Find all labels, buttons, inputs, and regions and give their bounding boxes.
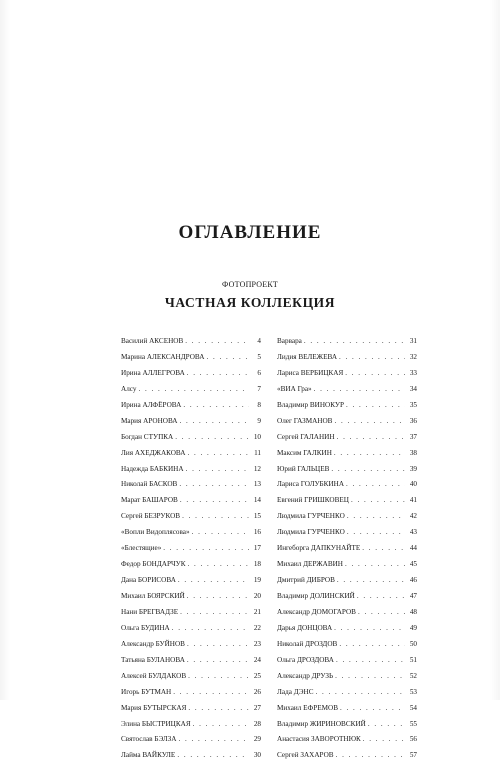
dot-leader [337,573,405,589]
toc-entry[interactable] [121,605,261,621]
toc-entry[interactable] [277,398,417,414]
dot-leader [172,621,249,637]
toc-entry[interactable] [277,366,417,382]
toc-entry[interactable] [277,573,417,589]
dot-leader [178,573,249,589]
toc-entry[interactable] [121,637,261,653]
toc-entry[interactable] [277,685,417,701]
toc-entry[interactable] [121,748,261,764]
toc-entry[interactable] [121,398,261,414]
toc-entry-page-number: 43 [409,528,417,537]
toc-entry-name: Марина АЛЕКСАНДРОВА [121,352,205,361]
toc-entry-name: Лия АХЕДЖАКОВА [121,448,186,457]
toc-entry-name: Николай БАСКОВ [121,480,178,489]
dot-leader [347,509,405,525]
dot-leader [138,382,249,398]
toc-entry-name: Лидия ВЕЛЕЖЕВА [277,352,338,361]
toc-entry[interactable] [277,414,417,430]
toc-entry-name: Михаил ЕФРЕМОВ [277,703,338,712]
toc-entry-page-number: 51 [409,655,417,664]
toc-entry-page-number: 52 [409,671,417,680]
dot-leader [206,350,249,366]
toc-entry-page-number: 5 [257,352,261,361]
toc-entry[interactable] [121,382,261,398]
toc-entry-name: Владимир ДОЛИНСКИЙ [277,592,355,600]
project-label: ФОТОПРОЕКТ [222,280,278,289]
toc-entry[interactable] [121,493,261,509]
toc-entry[interactable] [121,732,261,748]
dot-leader [186,462,249,478]
toc-entry-name: Дана БОРИСОВА [121,576,176,585]
toc-entry[interactable] [277,525,417,541]
dot-leader [331,462,405,478]
toc-entry[interactable] [121,430,261,446]
toc-entry-name: Мария АРОНОВА [121,416,178,425]
toc-entry-page-number: 40 [409,480,417,489]
toc-entry-name: Лариса ВЕРБИЦКАЯ [277,368,344,377]
dot-leader [340,701,405,717]
dot-leader [347,525,405,541]
toc-entry-page-number: 8 [257,400,261,409]
toc-entry-page-number: 19 [253,576,261,585]
toc-entry-page-number: 45 [409,560,417,569]
toc-entry[interactable] [277,446,417,462]
dot-leader [187,446,249,462]
toc-entry-page-number: 17 [253,544,261,553]
toc-entry-page-number: 23 [253,639,261,648]
toc-entry-name: «Блестящие» [121,544,162,553]
toc-entry-name: Лайма ВАЙКУЛЕ [121,751,176,760]
toc-entry-name: Ольга БУДИНА [121,623,170,632]
toc-entry-name: Анастасия ЗАВОРОТНЮК [277,735,361,744]
dot-leader [358,605,405,621]
dot-leader [188,701,249,717]
toc-entry-name: Ирина АЛФЁРОВА [121,400,182,409]
dot-leader [163,541,249,557]
toc-entry-name: Алсу [121,384,137,393]
toc-entry[interactable] [277,653,417,669]
toc-entry-page-number: 6 [257,368,261,377]
dot-leader [183,398,249,414]
toc-entry[interactable] [277,493,417,509]
dot-leader [346,398,405,414]
toc-entry[interactable] [277,748,417,764]
toc-entry-page-number: 37 [409,432,417,441]
toc-entry-name: Лада ДЭНС [277,687,314,696]
dot-leader [368,717,405,733]
dot-leader [339,637,405,653]
project-title: ЧАСТНАЯ КОЛЛЕКЦИЯ [164,295,336,310]
toc-entry-name: Святослав БЭЛЗА [121,735,177,744]
toc-entry-page-number: 14 [253,496,261,505]
dot-leader [187,589,249,605]
toc-entry-page-number: 44 [409,544,417,553]
dot-leader [345,557,405,573]
toc-entry-page-number: 33 [409,368,417,377]
toc-entry-name: Дарья ДОНЦОВА [277,623,333,632]
toc-entry-page-number: 53 [409,687,417,696]
toc-entry-page-number: 21 [253,607,261,616]
toc-entry-page-number: 36 [409,416,417,425]
toc-entry-page-number: 34 [409,384,417,393]
dot-leader [336,653,405,669]
toc-entry[interactable] [121,525,261,541]
toc-entry-page-number: 55 [409,719,417,728]
dot-leader [335,669,405,685]
toc-entry[interactable] [121,589,261,605]
dot-leader [357,589,405,605]
toc-entry[interactable] [121,653,261,669]
toc-entry[interactable] [121,509,261,525]
toc-entry[interactable] [277,462,417,478]
toc-entry-page-number: 54 [409,703,417,712]
toc-entry-name: Алексей БУЛДАКОВ [121,671,187,680]
toc-entry-name: Татьяна БУЛАНОВА [121,655,185,664]
toc-entry-name: Михаил ДЕРЖАВИН [277,560,343,569]
toc-entry-name: Дмитрий ДИБРОВ [277,576,335,585]
toc-entry-page-number: 25 [253,671,261,680]
toc-entry[interactable] [277,621,417,637]
toc-entry-page-number: 27 [253,703,261,712]
dot-leader [334,621,405,637]
toc-entry-name: Олег ГАЗМАНОВ [277,416,333,425]
toc-entry-page-number: 38 [409,448,417,457]
toc-entry-page-number: 22 [253,623,261,632]
dot-leader [362,541,405,557]
toc-entry-name: Мария БУТЫРСКАЯ [121,703,187,712]
toc-entry-name: Максим ГАЛКИН [277,448,332,457]
toc-entry[interactable] [277,717,417,733]
dot-leader [187,366,249,382]
toc-entry-name: Сергей БЕЗРУКОВ [121,512,181,521]
toc-entry-page-number: 35 [409,400,417,409]
dot-leader [187,637,249,653]
dot-leader [345,366,405,382]
toc-entry-name: Александр ДРУЗЬ [277,671,334,680]
toc-entry-page-number: 20 [253,592,261,600]
dot-leader [177,748,249,764]
toc-entry-name: Игорь БУТМАН [121,687,172,696]
toc-entry-page-number: 56 [409,735,417,744]
toc-entry[interactable] [121,685,261,701]
toc-entry-name: Ольга ДРОЗДОВА [277,655,334,664]
dot-leader [192,525,249,541]
toc-entry-page-number: 41 [409,496,417,505]
toc-entry[interactable] [121,557,261,573]
toc-entry[interactable] [277,637,417,653]
toc-entry[interactable] [277,334,417,350]
toc-entry-name: Марат БАШАРОВ [121,496,178,505]
toc-entry-page-number: 31 [409,337,417,345]
toc-entry[interactable] [121,669,261,685]
toc-entry[interactable] [277,509,417,525]
toc-entry[interactable] [121,701,261,717]
toc-entry[interactable] [277,701,417,717]
dot-leader [173,685,249,701]
toc-entry-page-number: 18 [253,560,261,569]
toc-entry-name: Василий АКСЕНОВ [121,337,184,345]
dot-leader [346,477,405,493]
toc-entry[interactable] [121,573,261,589]
page-title: ОГЛАВЛЕНИЕ [178,222,322,243]
toc-entry[interactable] [277,382,417,398]
toc-entry-page-number: 48 [409,607,417,616]
toc-entry-page-number: 57 [409,751,417,760]
toc-entry-name: Сергей ГАЛАНИН [277,432,335,441]
toc-entry-name: Евгений ГРИШКОВЕЦ [277,496,349,505]
toc-entry[interactable] [121,541,261,557]
toc-entry[interactable] [277,557,417,573]
toc-entry-page-number: 9 [257,416,261,425]
toc-entry-page-number: 10 [253,432,261,441]
toc-entry-page-number: 15 [253,512,261,521]
toc-entry-page-number: 46 [409,576,417,585]
toc-entry-page-number: 30 [253,751,261,760]
toc-entry[interactable] [277,350,417,366]
dot-leader [185,334,249,350]
toc-entry[interactable] [277,541,417,557]
dot-leader [180,493,249,509]
dot-leader [314,382,405,398]
toc-entry-page-number: 13 [253,480,261,489]
dot-leader [337,430,405,446]
toc-entry-page-number: 4 [257,337,261,345]
toc-entry-page-number: 29 [253,735,261,744]
toc-entry-name: Александр БУЙНОВ [121,639,185,648]
dot-leader [188,669,249,685]
toc-entry[interactable] [121,366,261,382]
toc-entry-name: Ингеборга ДАПКУНАЙТЕ [277,544,361,553]
dot-leader [339,350,405,366]
toc-entry-page-number: 47 [409,592,417,600]
toc-entry[interactable] [277,732,417,748]
toc-entry-page-number: 11 [254,448,261,457]
toc-entry[interactable] [121,477,261,493]
toc-entry[interactable] [121,350,261,366]
toc-entry-name: Варвара [277,337,302,345]
toc-entry-page-number: 49 [409,623,417,632]
dot-leader [175,430,249,446]
toc-entry-page-number: 12 [253,464,261,473]
toc-entry[interactable] [121,414,261,430]
toc-entry[interactable] [277,477,417,493]
dot-leader [187,653,249,669]
toc-entry[interactable] [277,669,417,685]
toc-entry-name: Людмила ГУРЧЕНКО [277,512,345,521]
toc-entry[interactable] [277,430,417,446]
toc-entry-page-number: 50 [409,639,417,648]
toc-entry-name: Юрий ГАЛЬЦЕВ [277,464,330,473]
dot-leader [179,477,249,493]
toc-entry-page-number: 7 [257,384,261,393]
toc-entry[interactable] [121,462,261,478]
toc-entry-page-number: 42 [409,512,417,521]
toc-entry-name: Федор БОНДАРЧУК [121,560,186,569]
toc-entry-page-number: 28 [253,719,261,728]
toc-entry[interactable] [121,717,261,733]
dot-leader [336,748,405,764]
dot-leader [182,509,249,525]
toc-entry[interactable] [121,334,261,350]
dot-leader [351,493,405,509]
dot-leader [334,414,405,430]
toc-entry[interactable] [121,446,261,462]
toc-entry-name: Сергей ЗАХАРОВ [277,751,334,760]
toc-entry[interactable] [121,621,261,637]
dot-leader [180,605,249,621]
toc-entry-name: Владимир ЖИРИНОВСКИЙ [277,719,366,728]
toc-entry-name: Богдан СТУПКА [121,432,174,441]
toc-entry-page-number: 16 [253,528,261,537]
toc-entry-name: Нани БРЕГВАДЗЕ [121,607,179,616]
toc-entry-name: Людмила ГУРЧЕНКО [277,528,345,537]
toc-entry-name: Александр ДОМОГАРОВ [277,607,356,616]
dot-leader [304,334,405,350]
dot-leader [180,414,249,430]
dot-leader [188,557,249,573]
dot-leader [363,732,405,748]
toc-entry-name: Михаил БОЯРСКИЙ [121,592,185,600]
dot-leader [193,717,249,733]
toc-entry-name: Николай ДРОЗДОВ [277,639,338,648]
toc-entry-name: Элина БЫСТРИЦКАЯ [121,719,191,728]
toc-entry-page-number: 32 [409,352,417,361]
dot-leader [316,685,405,701]
toc-entry-name: «ВИА Гра» [277,384,312,393]
toc-entry[interactable] [277,589,417,605]
toc-entry-name: «Вопли Видоплясова» [121,528,190,537]
toc-entry-name: Надежда БАБКИНА [121,464,184,473]
dot-leader [334,446,405,462]
toc-entry-name: Лариса ГОЛУБКИНА [277,480,345,489]
toc-entry-name: Владимир ВИНОКУР [277,400,344,409]
toc-entry-name: Ирина АЛЛЕГРОВА [121,368,185,377]
toc-entry[interactable] [277,605,417,621]
dot-leader [178,732,249,748]
toc-entry-page-number: 24 [253,655,261,664]
toc-entry-page-number: 26 [253,687,261,696]
toc-entry-page-number: 39 [409,464,417,473]
